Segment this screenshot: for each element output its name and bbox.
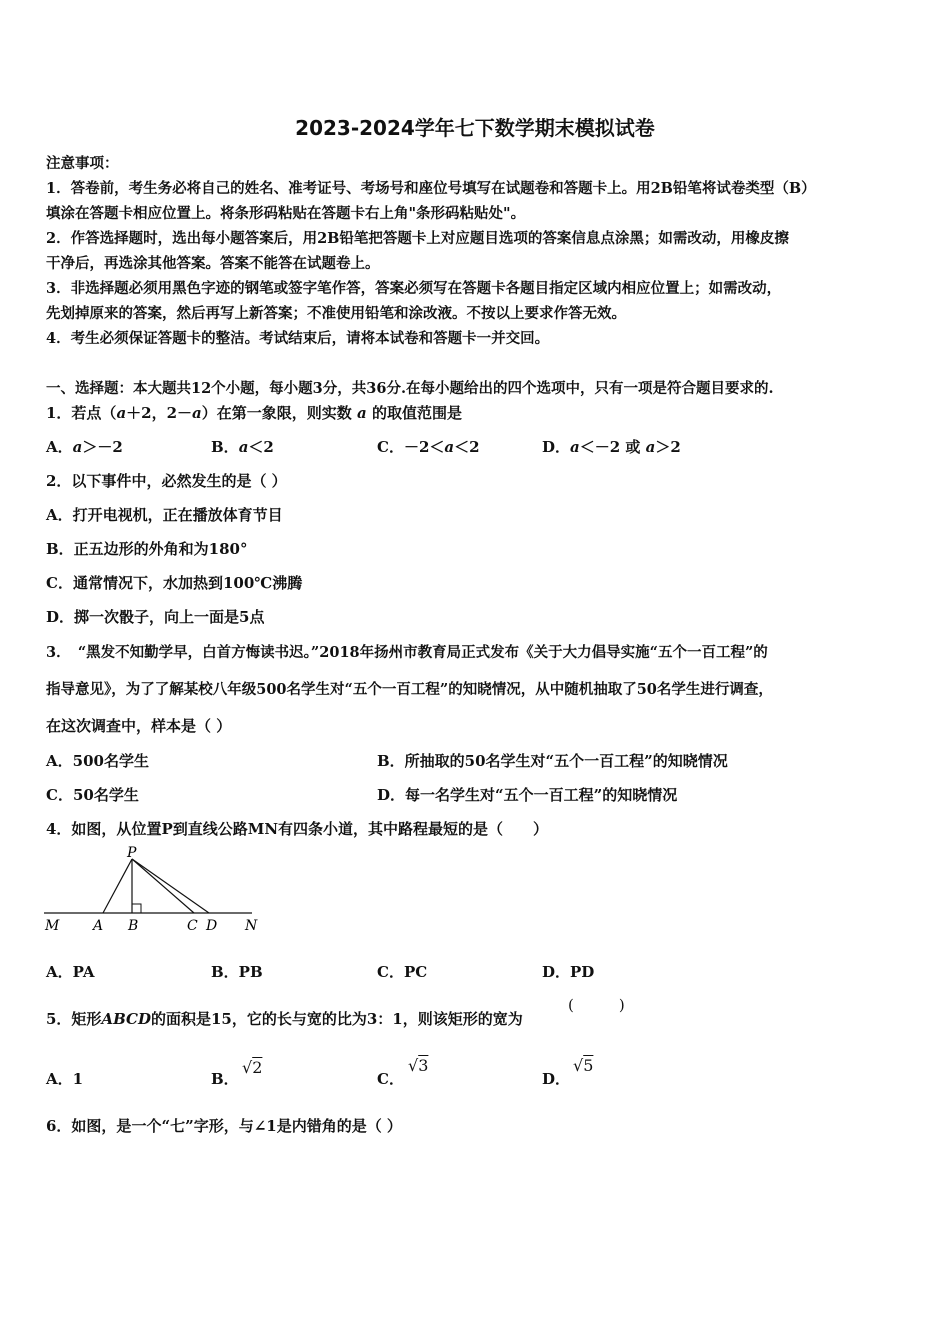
q4-option-d[interactable]: D．PD xyxy=(542,963,595,981)
q4-option-a[interactable]: A．PA xyxy=(46,963,95,981)
q5-text: 5．矩形 xyxy=(46,1010,102,1028)
option-label: A． xyxy=(46,438,73,456)
q1-text: 1．若点（ xyxy=(46,404,117,422)
question-3-stem-line: 3． “黑发不知勤学早，白首方悔读书迟。”2018年扬州市教育局正式发布《关于大力倡导实施“五个一百工程”的 xyxy=(46,644,768,661)
option-text: ＞2 xyxy=(655,438,681,456)
q1-var: a xyxy=(357,404,367,422)
question-3-stem-line: 在这次调查中，样本是（ ） xyxy=(46,717,232,735)
right-angle-mark xyxy=(132,904,141,913)
question-2-stem: 2．以下事件中，必然发生的是（ ） xyxy=(46,472,287,490)
option-label: B． xyxy=(211,438,239,456)
option-label: D． xyxy=(542,1070,571,1088)
q5-var: ABCD xyxy=(101,1010,151,1028)
option-var: a xyxy=(72,438,83,456)
option-var: a xyxy=(444,438,455,456)
sqrt-3 xyxy=(408,1056,428,1075)
option-text: ＜－2 或 xyxy=(579,438,646,456)
option-var: a xyxy=(645,438,656,456)
q1-var: a xyxy=(116,404,127,422)
notice-line: 干净后，再选涂其他答案。答案不能答在试题卷上。 xyxy=(46,255,380,272)
sqrt-sign: √ xyxy=(573,1056,584,1075)
q3-option-b[interactable]: B．所抽取的50名学生对“五个一百工程”的知晓情况 xyxy=(377,752,728,770)
segment-pd xyxy=(132,859,209,913)
notice-line: 先划掉原来的答案，然后再写上新答案；不准使用铅笔和涂改液。不按以上要求作答无效。 xyxy=(46,305,626,322)
q1-text: 的取值范围是 xyxy=(366,404,462,422)
q2-option-d[interactable]: D．掷一次骰子，向上一面是5点 xyxy=(46,608,265,626)
q5-option-d[interactable] xyxy=(542,1068,570,1089)
label-a: A xyxy=(93,918,104,934)
option-var: a xyxy=(570,438,580,456)
label-c: C xyxy=(187,918,198,934)
option-text: ＜2 xyxy=(454,438,480,456)
option-label: B． xyxy=(211,1070,239,1088)
q4-option-b[interactable]: B．PB xyxy=(211,963,263,981)
notice-heading: 注意事项： xyxy=(46,155,119,172)
option-text: ＜2 xyxy=(248,438,274,456)
question-6-stem: 6．如图，是一个“七”字形，与∠1是内错角的是（ ） xyxy=(46,1117,402,1135)
q1-option-b[interactable] xyxy=(211,436,274,457)
radicand: 5 xyxy=(583,1056,594,1075)
label-d: D xyxy=(206,918,218,934)
radicand: 3 xyxy=(418,1056,429,1075)
q2-option-b[interactable]: B．正五边形的外角和为180° xyxy=(46,540,248,558)
q1-option-c[interactable] xyxy=(377,436,480,457)
option-text: ＞－2 xyxy=(82,438,123,456)
notice-line: 填涂在答题卡相应位置上。将条形码粘贴在答题卡右上角"条形码粘贴处"。 xyxy=(46,205,526,222)
section-heading: 一、选择题：本大题共12个小题，每小题3分，共36分.在每小题给出的四个选项中，只有一项是符合题目要求的. xyxy=(46,380,774,397)
q1-text: ＋2，2－ xyxy=(126,404,193,422)
option-var: a xyxy=(238,438,249,456)
notice-line: 3．非选择题必须用黑色字迹的钢笔或签字笔作答，答案必须写在答题卡各题目指定区域内相应位置上；如需改动， xyxy=(46,280,782,297)
radicand: 2 xyxy=(252,1058,263,1077)
q3-option-c[interactable]: C．50名学生 xyxy=(46,786,139,804)
q5-option-b[interactable] xyxy=(211,1068,239,1089)
q1-text: ）在第一象限，则实数 xyxy=(201,404,358,422)
option-label: C． xyxy=(377,1070,404,1088)
sqrt-sign: √ xyxy=(408,1056,419,1075)
q1-option-d[interactable] xyxy=(542,436,681,457)
question-4-stem: 4．如图，从位置P到直线公路MN有四条小道，其中路程最短的是（ ） xyxy=(46,820,549,838)
option-text: －2＜ xyxy=(403,438,445,456)
q5-option-c[interactable] xyxy=(377,1068,404,1089)
q4-option-c[interactable]: C．PC xyxy=(377,963,428,981)
sqrt-2 xyxy=(242,1058,262,1077)
sqrt-5 xyxy=(573,1056,593,1075)
label-n: N xyxy=(245,918,258,934)
label-b: B xyxy=(128,918,139,934)
notice-line: 1．答卷前，考生务必将自己的姓名、准考证号、考场号和座位号填写在试题卷和答题卡上。用2B铅笔将试卷类型（B） xyxy=(46,180,816,197)
page-title: 2023-2024学年七下数学期末模拟试卷 xyxy=(295,116,655,140)
notice-line: 2．作答选择题时，选出每小题答案后，用2B铅笔把答题卡上对应题目选项的答案信息点涂黑；如需改动，用橡皮擦 xyxy=(46,230,789,247)
option-label: D． xyxy=(542,438,571,456)
q2-option-a[interactable]: A．打开电视机，正在播放体育节目 xyxy=(46,506,283,524)
q1-option-a[interactable] xyxy=(46,436,123,457)
q5-answer-paren: ( ) xyxy=(568,996,625,1014)
q4-figure xyxy=(40,843,270,938)
q2-option-c[interactable]: C．通常情况下，水加热到100℃沸腾 xyxy=(46,574,303,592)
q5-text: 的面积是15，它的长与宽的比为3：1，则该矩形的宽为 xyxy=(150,1010,523,1028)
label-m: M xyxy=(45,918,60,934)
question-1-stem xyxy=(46,402,462,423)
question-3-stem-line: 指导意见》，为了了解某校八年级500名学生对“五个一百工程”的知晓情况，从中随机抽取了50名学生进行调查， xyxy=(46,681,773,698)
q5-option-a[interactable]: A．1 xyxy=(46,1070,84,1088)
question-5-stem xyxy=(46,1008,523,1029)
label-p: P xyxy=(127,845,137,861)
option-label: C． xyxy=(377,438,404,456)
notice-line: 4．考生必须保证答题卡的整洁。考试结束后，请将本试卷和答题卡一并交回。 xyxy=(46,330,550,347)
q1-var: a xyxy=(192,404,202,422)
sqrt-sign: √ xyxy=(242,1058,253,1077)
q3-option-a[interactable]: A．500名学生 xyxy=(46,752,149,770)
segment-pa xyxy=(103,859,132,913)
q3-option-d[interactable]: D．每一名学生对“五个一百工程”的知晓情况 xyxy=(377,786,678,804)
